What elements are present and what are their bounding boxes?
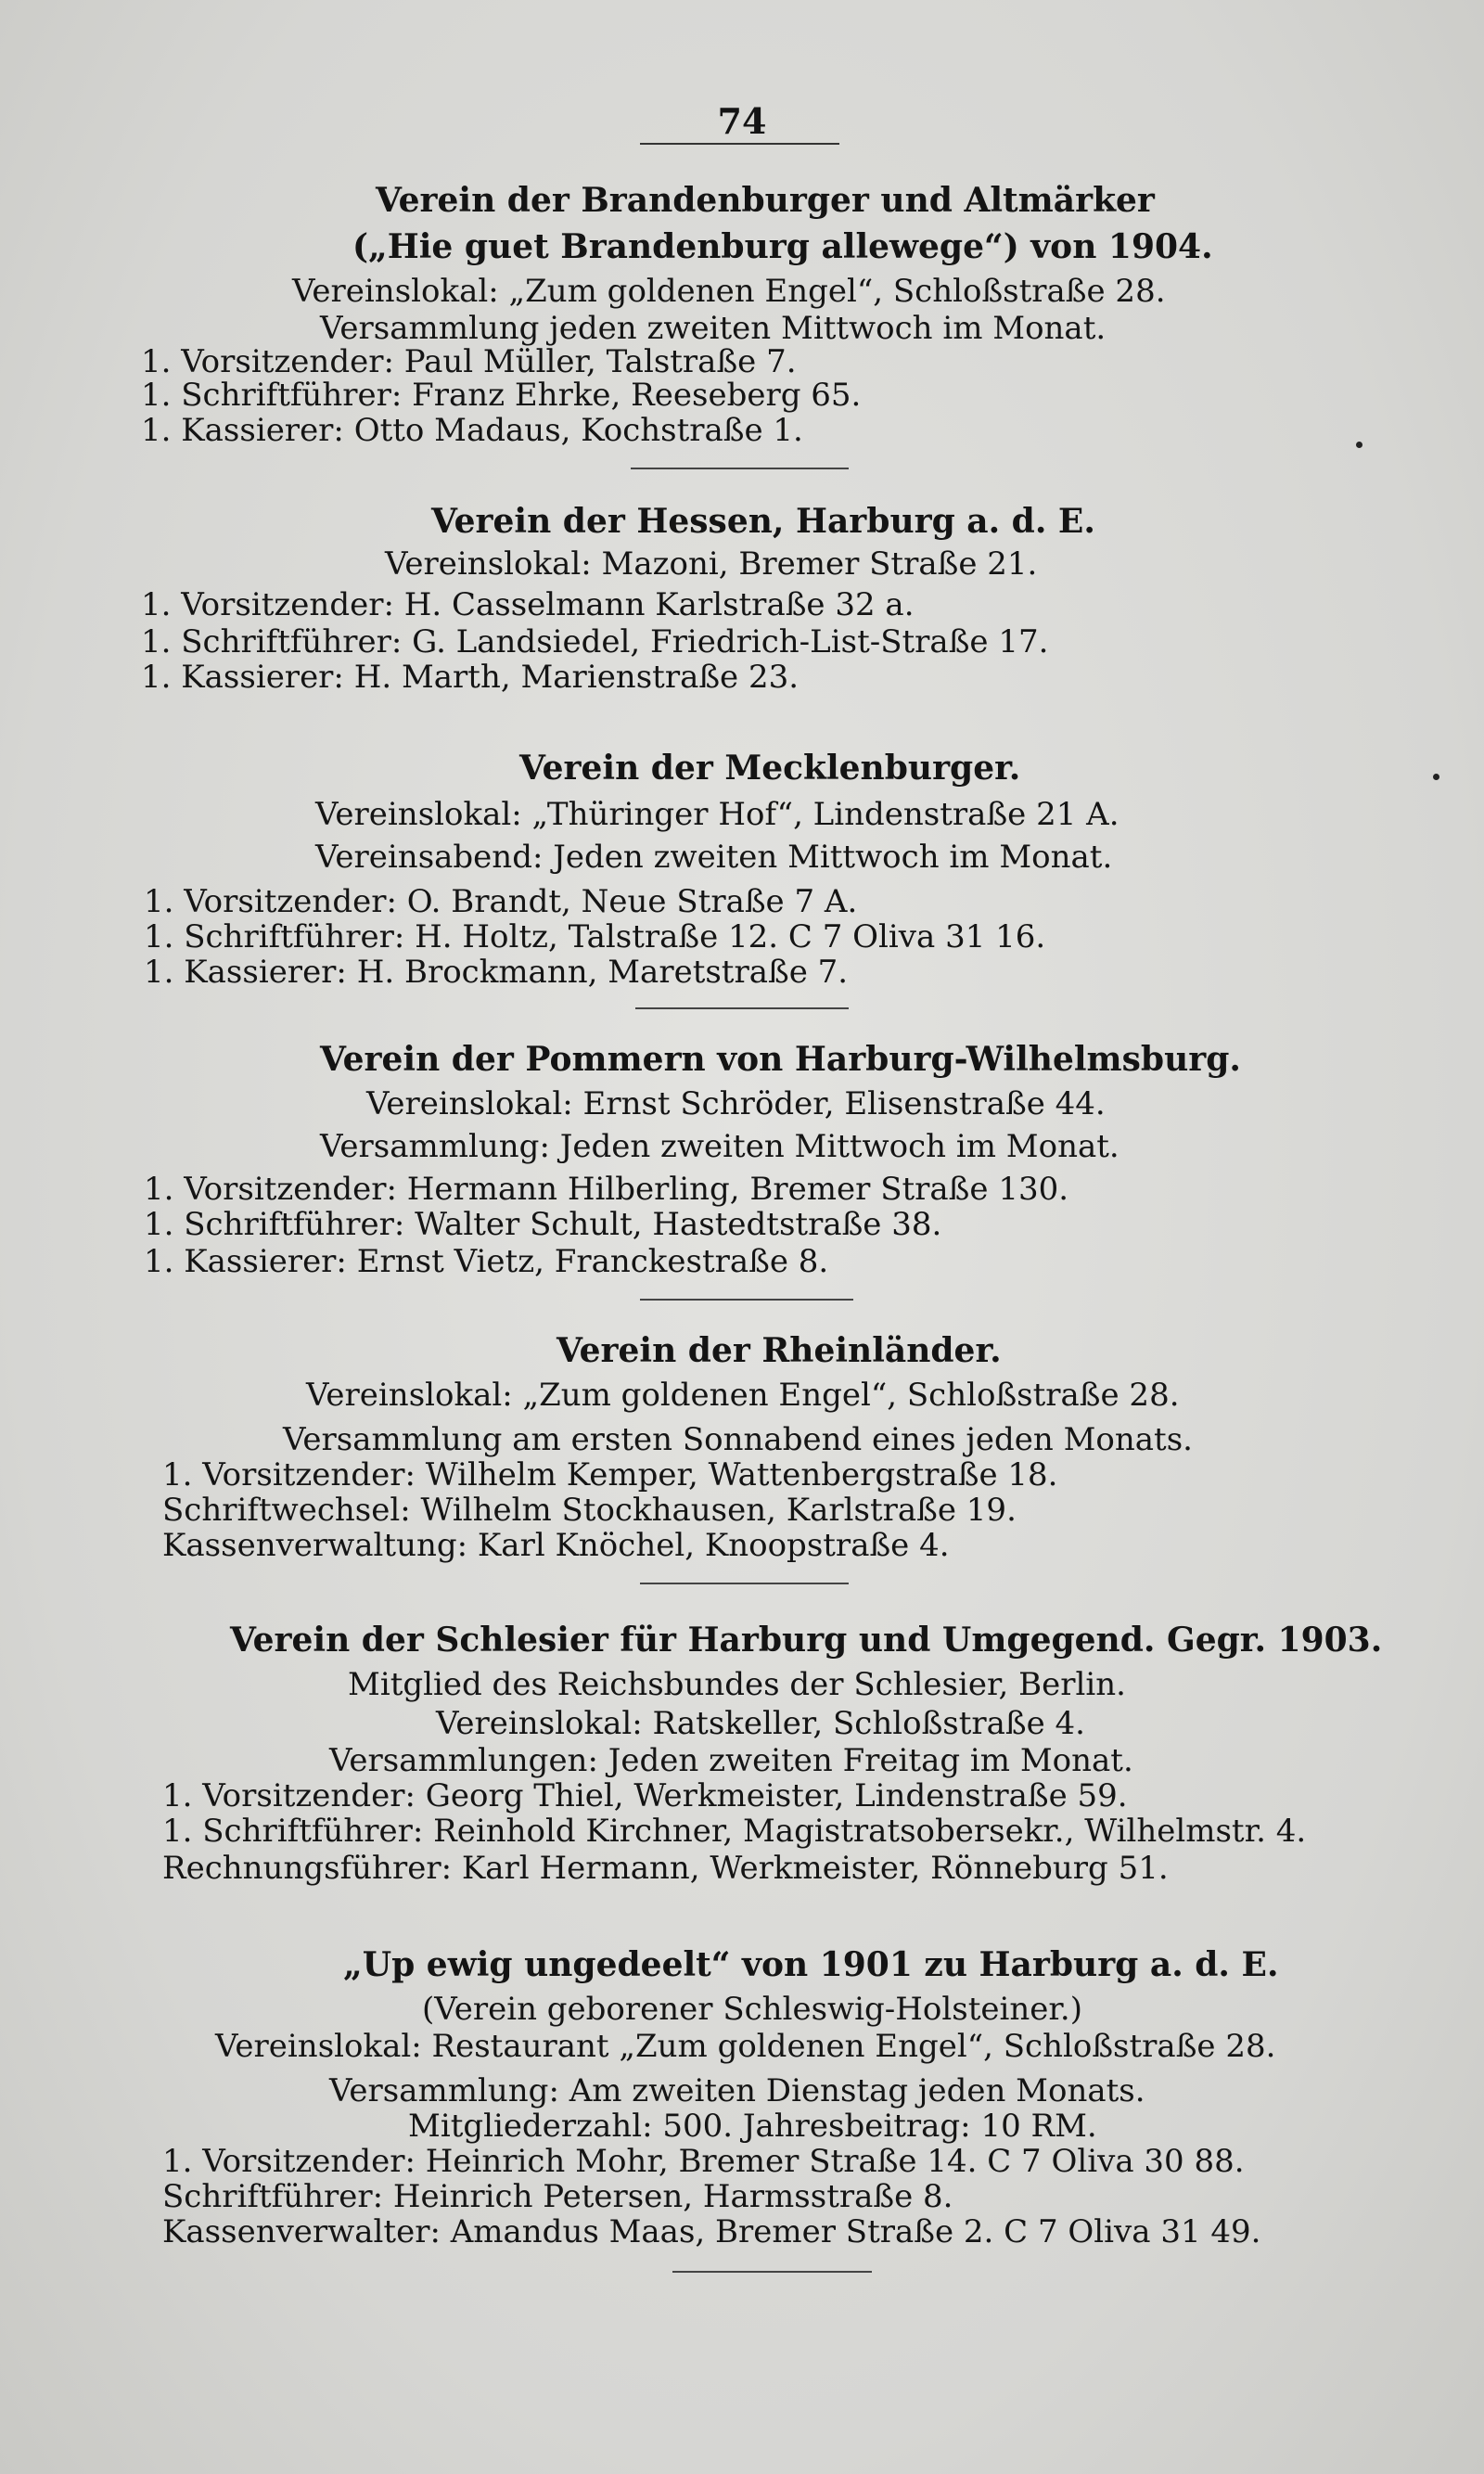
section-title: Verein der Pommern von Harburg-Wilhelmsburg.	[320, 1040, 1241, 1079]
section-title: Verein der Brandenburger und Altmärker	[376, 181, 1155, 220]
section-line: Vereinslokal: Restaurant „Zum goldenen Engel“, Schloßstraße 28.	[215, 2028, 1276, 2065]
section-line: Rechnungsführer: Karl Hermann, Werkmeister, Rönneburg 51.	[162, 1850, 1169, 1887]
section-line: Vereinslokal: „Zum goldenen Engel“, Schloßstraße 28.	[306, 1377, 1180, 1414]
section-line: Vereinslokal: Mazoni, Bremer Straße 21.	[385, 545, 1038, 583]
section-line: Mitgliederzahl: 500. Jahresbeitrag: 10 RM.	[408, 2108, 1097, 2145]
section-line: Versammlung: Am zweiten Dienstag jeden Monats.	[329, 2072, 1145, 2109]
section-line: Kassenverwalter: Amandus Maas, Bremer Straße 2. C 7 Oliva 31 49.	[162, 2213, 1261, 2250]
section-divider	[640, 1299, 853, 1301]
section-line: 1. Vorsitzender: Wilhelm Kemper, Wattenbergstraße 18.	[162, 1456, 1058, 1493]
section-line: 1. Kassierer: Otto Madaus, Kochstraße 1.	[141, 412, 803, 449]
section-line: 1. Vorsitzender: Georg Thiel, Werkmeister, Lindenstraße 59.	[162, 1777, 1128, 1814]
section-line: Versammlung jeden zweiten Mittwoch im Monat.	[320, 310, 1107, 347]
section-line: Vereinslokal: Ratskeller, Schloßstraße 4.	[436, 1705, 1085, 1742]
section-line: 1. Schriftführer: Reinhold Kirchner, Magistratsobersekr., Wilhelmstr. 4.	[162, 1813, 1307, 1850]
section-line: 1. Vorsitzender: Paul Müller, Talstraße 7.	[141, 343, 797, 380]
section-line: 1. Vorsitzender: Heinrich Mohr, Bremer Straße 14. C 7 Oliva 30 88.	[162, 2143, 1245, 2180]
section-line: Versammlung am ersten Sonnabend eines jeden Monats.	[283, 1421, 1193, 1458]
section-divider	[640, 1583, 849, 1584]
section-title: Verein der Hessen, Harburg a. d. E.	[431, 502, 1095, 541]
section-title: Verein der Mecklenburger.	[519, 749, 1021, 788]
section-line: 1. Schriftführer: H. Holtz, Talstraße 12. C 7 Oliva 31 16.	[144, 918, 1046, 955]
section-line: Vereinsabend: Jeden zweiten Mittwoch im Monat.	[315, 839, 1113, 876]
section-line: Versammlungen: Jeden zweiten Freitag im Monat.	[329, 1742, 1133, 1779]
page-number: 74	[717, 100, 767, 142]
section-line: 1. Kassierer: H. Brockmann, Maretstraße 7.	[144, 954, 849, 991]
header-rule	[640, 143, 839, 145]
section-line: 1. Kassierer: H. Marth, Marienstraße 23.	[141, 659, 800, 696]
section-line: 1. Kassierer: Ernst Vietz, Franckestraße 8.	[144, 1243, 829, 1280]
print-speck	[1356, 442, 1362, 448]
section-line: 1. Schriftführer: Walter Schult, Hastedtstraße 38.	[144, 1206, 942, 1243]
section-line: Versammlung: Jeden zweiten Mittwoch im Monat.	[320, 1128, 1119, 1165]
section-line: Vereinslokal: Ernst Schröder, Elisenstraße 44.	[366, 1085, 1106, 1122]
section-line: Mitglied des Reichsbundes der Schlesier, Berlin.	[348, 1666, 1126, 1703]
section-title: Verein der Schlesier für Harburg und Umgegend. Gegr. 1903.	[230, 1621, 1383, 1660]
section-divider	[635, 1007, 849, 1009]
section-line: Schriftführer: Heinrich Petersen, Harmsstraße 8.	[162, 2178, 953, 2215]
section-line: Kassenverwaltung: Karl Knöchel, Knoopstraße 4.	[162, 1527, 950, 1564]
section-line: Schriftwechsel: Wilhelm Stockhausen, Karlstraße 19.	[162, 1492, 1017, 1529]
section-divider	[672, 2271, 872, 2273]
section-line: Vereinslokal: „Thüringer Hof“, Lindenstraße 21 A.	[315, 796, 1119, 833]
section-title: „Up ewig ungedeelt“ von 1901 zu Harburg a. d. E.	[343, 1945, 1279, 1984]
section-line: 1. Vorsitzender: H. Casselmann Karlstraße 32 a.	[141, 586, 915, 623]
section-line: Vereinslokal: „Zum goldenen Engel“, Schloßstraße 28.	[292, 273, 1166, 310]
section-line: 1. Schriftführer: Franz Ehrke, Reeseberg 65.	[141, 377, 862, 414]
section-line: 1. Vorsitzender: O. Brandt, Neue Straße 7 A.	[144, 883, 858, 920]
section-line: 1. Schriftführer: G. Landsiedel, Friedrich-List-Straße 17.	[141, 623, 1049, 660]
section-line: 1. Vorsitzender: Hermann Hilberling, Bremer Straße 130.	[144, 1171, 1069, 1208]
print-speck	[1433, 774, 1439, 780]
section-line: (Verein geborener Schleswig-Holsteiner.)	[422, 1991, 1082, 2028]
section-title: („Hie guet Brandenburg allewege“) von 1904.	[352, 227, 1213, 266]
section-title: Verein der Rheinländer.	[556, 1331, 1002, 1370]
section-divider	[631, 468, 849, 469]
